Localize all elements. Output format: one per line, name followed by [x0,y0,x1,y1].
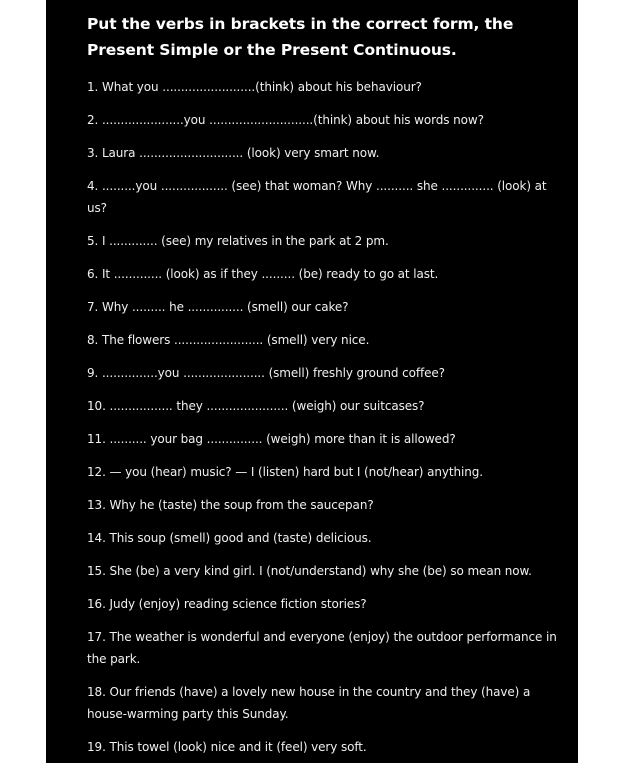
exercise-item: 10. ................. they ...................... (weigh) our suitcases? [87,399,425,413]
exercise-item: 16. Judy (enjoy) reading science fiction stories? [87,597,367,611]
exercise-item: 8. The flowers ........................ (smell) very nice. [87,333,370,347]
exercise-item: 7. Why ......... he ............... (smell) our cake? [87,300,349,314]
exercise-item: 17. The weather is wonderful and everyone (enjoy) the outdoor performance in the park. [87,630,557,666]
exercise-item: 18. Our friends (have) a lovely new house in the country and they (have) a house-warming party this Sunday. [87,685,531,721]
exercise-item: 6. It ............. (look) as if they ......... (be) ready to go at last. [87,267,439,281]
exercise-item: 14. This soup (smell) good and (taste) delicious. [87,531,372,545]
exercise-item: 13. Why he (taste) the soup from the saucepan? [87,498,374,512]
exercise-item: 4. .........you .................. (see) that woman? Why .......... she .............. (look) at us? [87,179,547,215]
exercise-item: 15. She (be) a very kind girl. I (not/understand) why she (be) so mean now. [87,564,532,578]
exercise-item: 19. This towel (look) nice and it (feel) very soft. [87,740,367,754]
exercise-item: 11. .......... your bag ............... (weigh) more than it is allowed? [87,432,456,446]
exercise-item: 12. — you (hear) music? — I (listen) hard but I (not/hear) anything. [87,465,483,479]
exercise-item: 2. ......................you ............................(think) about his words now? [87,113,484,127]
worksheet-title: Put the verbs in brackets in the correct form, the Present Simple or the Present Continuous. [87,15,514,59]
worksheet-page [46,0,578,763]
exercise-item: 3. Laura ............................ (look) very smart now. [87,146,380,160]
exercise-item: 5. I ............. (see) my relatives in the park at 2 pm. [87,234,389,248]
exercise-item: 1. What you .........................(think) about his behaviour? [87,80,422,94]
exercise-list [87,76,557,769]
exercise-item: 9. ...............you ...................... (smell) freshly ground coffee? [87,366,445,380]
